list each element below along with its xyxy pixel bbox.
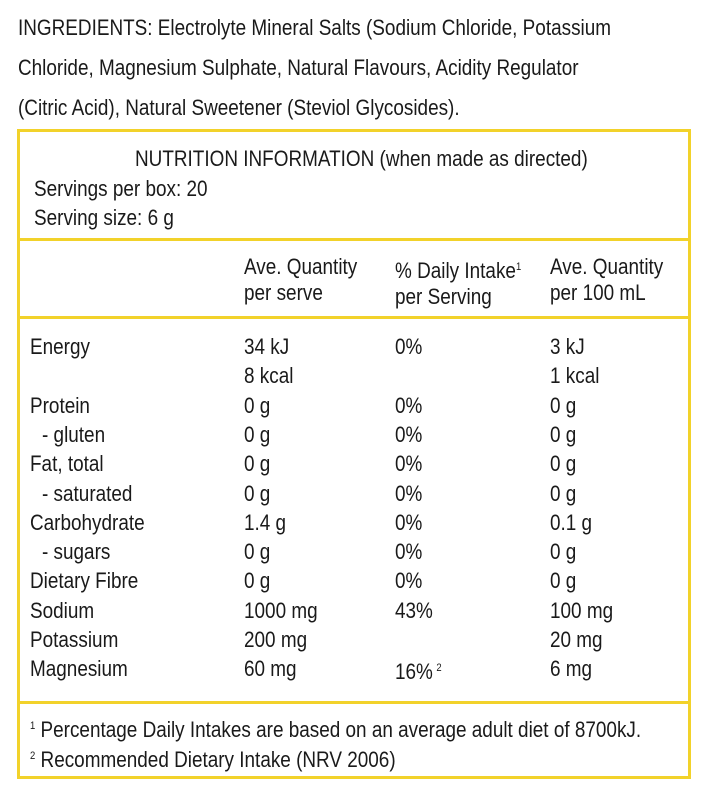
nutrient-value-daily — [395, 566, 422, 595]
cell-text: 8 kcal — [244, 363, 294, 389]
cell-text: 0 g — [550, 539, 577, 565]
nutrition-title: NUTRITION INFORMATION (when made as directed) — [135, 146, 588, 171]
footnote-text: Percentage Daily Intakes are based on an average adult diet of 8700kJ. — [40, 717, 642, 742]
nutrient-value-serve — [244, 449, 270, 478]
cell-text: Protein — [30, 392, 90, 418]
serving-size: Serving size: 6 g — [34, 205, 174, 230]
nutrient-value-per100 — [550, 654, 592, 683]
nutrient-name — [30, 508, 145, 537]
cell-text: 3 kJ — [550, 334, 585, 359]
nutrient-name — [42, 537, 110, 566]
cell-text: 0% — [395, 392, 423, 418]
divider — [20, 701, 688, 704]
nutrient-value-per100 — [550, 566, 576, 595]
cell-text: 6 mg — [550, 656, 593, 682]
ingredients-line: INGREDIENTS: Electrolyte Mineral Salts (Sodium Chloride, Potassium — [18, 15, 612, 40]
nutrient-value-serve — [244, 361, 293, 390]
nutrient-value-serve — [244, 625, 307, 654]
header-per-100ml — [550, 254, 663, 306]
cell-text: 43% — [395, 597, 433, 623]
cell-text: 0% — [395, 451, 423, 477]
cell-text: 16% — [395, 659, 433, 685]
nutrient-value-serve — [244, 479, 270, 508]
nutrient-name — [30, 654, 128, 683]
nutrient-name — [30, 391, 90, 420]
cell-text: - sugars — [42, 539, 111, 565]
nutrient-name — [42, 420, 105, 449]
nutrient-value-daily — [395, 449, 422, 478]
cell-text: 60 mg — [244, 656, 297, 682]
nutrient-value-serve — [244, 508, 286, 537]
nutrient-value-serve — [244, 596, 318, 625]
nutrient-value-daily — [395, 596, 433, 625]
header-per-serve — [244, 254, 357, 306]
header-daily-intake — [395, 254, 521, 310]
nutrient-value-per100 — [550, 479, 576, 508]
nutrient-value-daily — [395, 654, 442, 686]
header-daily-line1: % Daily Intake — [395, 258, 516, 283]
nutrient-name — [42, 479, 132, 508]
cell-text: 0 g — [244, 480, 271, 506]
cell-text: 0 g — [244, 539, 271, 565]
cell-text: 0% — [395, 509, 423, 535]
nutrient-value-daily — [395, 420, 422, 449]
ingredients-line: (Citric Acid), Natural Sweetener (Steviol Glycosides). — [18, 95, 460, 120]
ingredients-line: Chloride, Magnesium Sulphate, Natural Flavours, Acidity Regulator — [18, 55, 579, 80]
footnote-text: Recommended Dietary Intake (NRV 2006) — [40, 747, 396, 772]
header-per-serve-line2: per serve — [244, 280, 323, 305]
ingredients-statement — [18, 8, 612, 128]
cell-text: Fat, total — [30, 451, 104, 477]
nutrient-value-per100 — [550, 449, 576, 478]
cell-text: Carbohydrate — [30, 509, 145, 535]
cell-text: 0% — [395, 421, 423, 447]
nutrient-value-per100 — [550, 625, 603, 654]
nutrient-value-serve — [244, 420, 270, 449]
cell-text: Potassium — [30, 627, 119, 652]
nutrient-value-daily — [395, 332, 422, 361]
nutrient-value-per100 — [550, 508, 592, 537]
nutrient-value-serve — [244, 332, 289, 361]
divider — [20, 316, 688, 319]
cell-text: Dietary Fibre — [30, 568, 139, 594]
cell-text: 0 g — [244, 451, 271, 477]
nutrient-name — [30, 332, 90, 361]
cell-text: 1 kcal — [550, 363, 600, 389]
cell-text: 0% — [395, 539, 423, 565]
cell-text: 0 g — [244, 421, 271, 447]
footnote-ref: 2 — [436, 662, 442, 675]
footnote-mark: 2 — [30, 750, 36, 762]
footnote-mark: 1 — [30, 720, 36, 732]
cell-text: 0 g — [550, 421, 577, 447]
cell-text: 0 g — [550, 480, 577, 506]
nutrient-value-daily — [395, 537, 422, 566]
nutrient-value-per100 — [550, 332, 585, 361]
cell-text: 100 mg — [550, 597, 614, 623]
nutrient-value-serve — [244, 537, 270, 566]
cell-text: 34 kJ — [244, 334, 290, 359]
cell-text: 1.4 g — [244, 509, 287, 535]
divider — [20, 238, 688, 241]
header-per-serve-line1: Ave. Quantity — [244, 254, 358, 279]
cell-text: 0 g — [550, 392, 577, 418]
nutrition-panel — [17, 129, 691, 779]
nutrient-name — [30, 625, 118, 654]
cell-text: 0% — [395, 568, 423, 594]
cell-text: - saturated — [42, 480, 133, 506]
nutrient-value-daily — [395, 479, 422, 508]
cell-text: 20 mg — [550, 627, 603, 652]
servings-per-box: Servings per box: 20 — [34, 176, 208, 201]
cell-text: 0% — [395, 480, 423, 506]
nutrient-name — [30, 566, 138, 595]
nutrient-name — [30, 449, 104, 478]
cell-text: 0% — [395, 334, 423, 359]
footnote-2 — [30, 742, 396, 774]
cell-text: 0 g — [550, 451, 577, 477]
cell-text: - gluten — [42, 421, 106, 447]
nutrient-value-per100 — [550, 420, 576, 449]
nutrient-value-serve — [244, 566, 270, 595]
nutrient-value-daily — [395, 508, 422, 537]
cell-text: Sodium — [30, 597, 95, 623]
nutrient-value-serve — [244, 654, 297, 683]
cell-text: 0 g — [244, 568, 271, 594]
cell-text: 0 g — [550, 568, 577, 594]
cell-text: 0 g — [244, 392, 271, 418]
footnote-ref: 1 — [515, 261, 522, 273]
cell-text: 200 mg — [244, 627, 308, 652]
header-daily-line2: per Serving — [395, 284, 492, 309]
nutrient-value-per100 — [550, 596, 613, 625]
cell-text: 0.1 g — [550, 509, 593, 535]
nutrient-value-per100 — [550, 537, 576, 566]
header-per100-line2: per 100 mL — [550, 280, 646, 305]
cell-text: 1000 mg — [244, 597, 318, 623]
cell-text: Energy — [30, 334, 90, 359]
nutrient-name — [30, 596, 94, 625]
nutrient-value-daily — [395, 391, 422, 420]
cell-text: Magnesium — [30, 656, 128, 682]
nutrient-value-per100 — [550, 361, 599, 390]
header-per100-line1: Ave. Quantity — [550, 254, 664, 279]
nutrient-value-per100 — [550, 391, 576, 420]
nutrient-value-serve — [244, 391, 270, 420]
footnote-1 — [30, 712, 641, 744]
